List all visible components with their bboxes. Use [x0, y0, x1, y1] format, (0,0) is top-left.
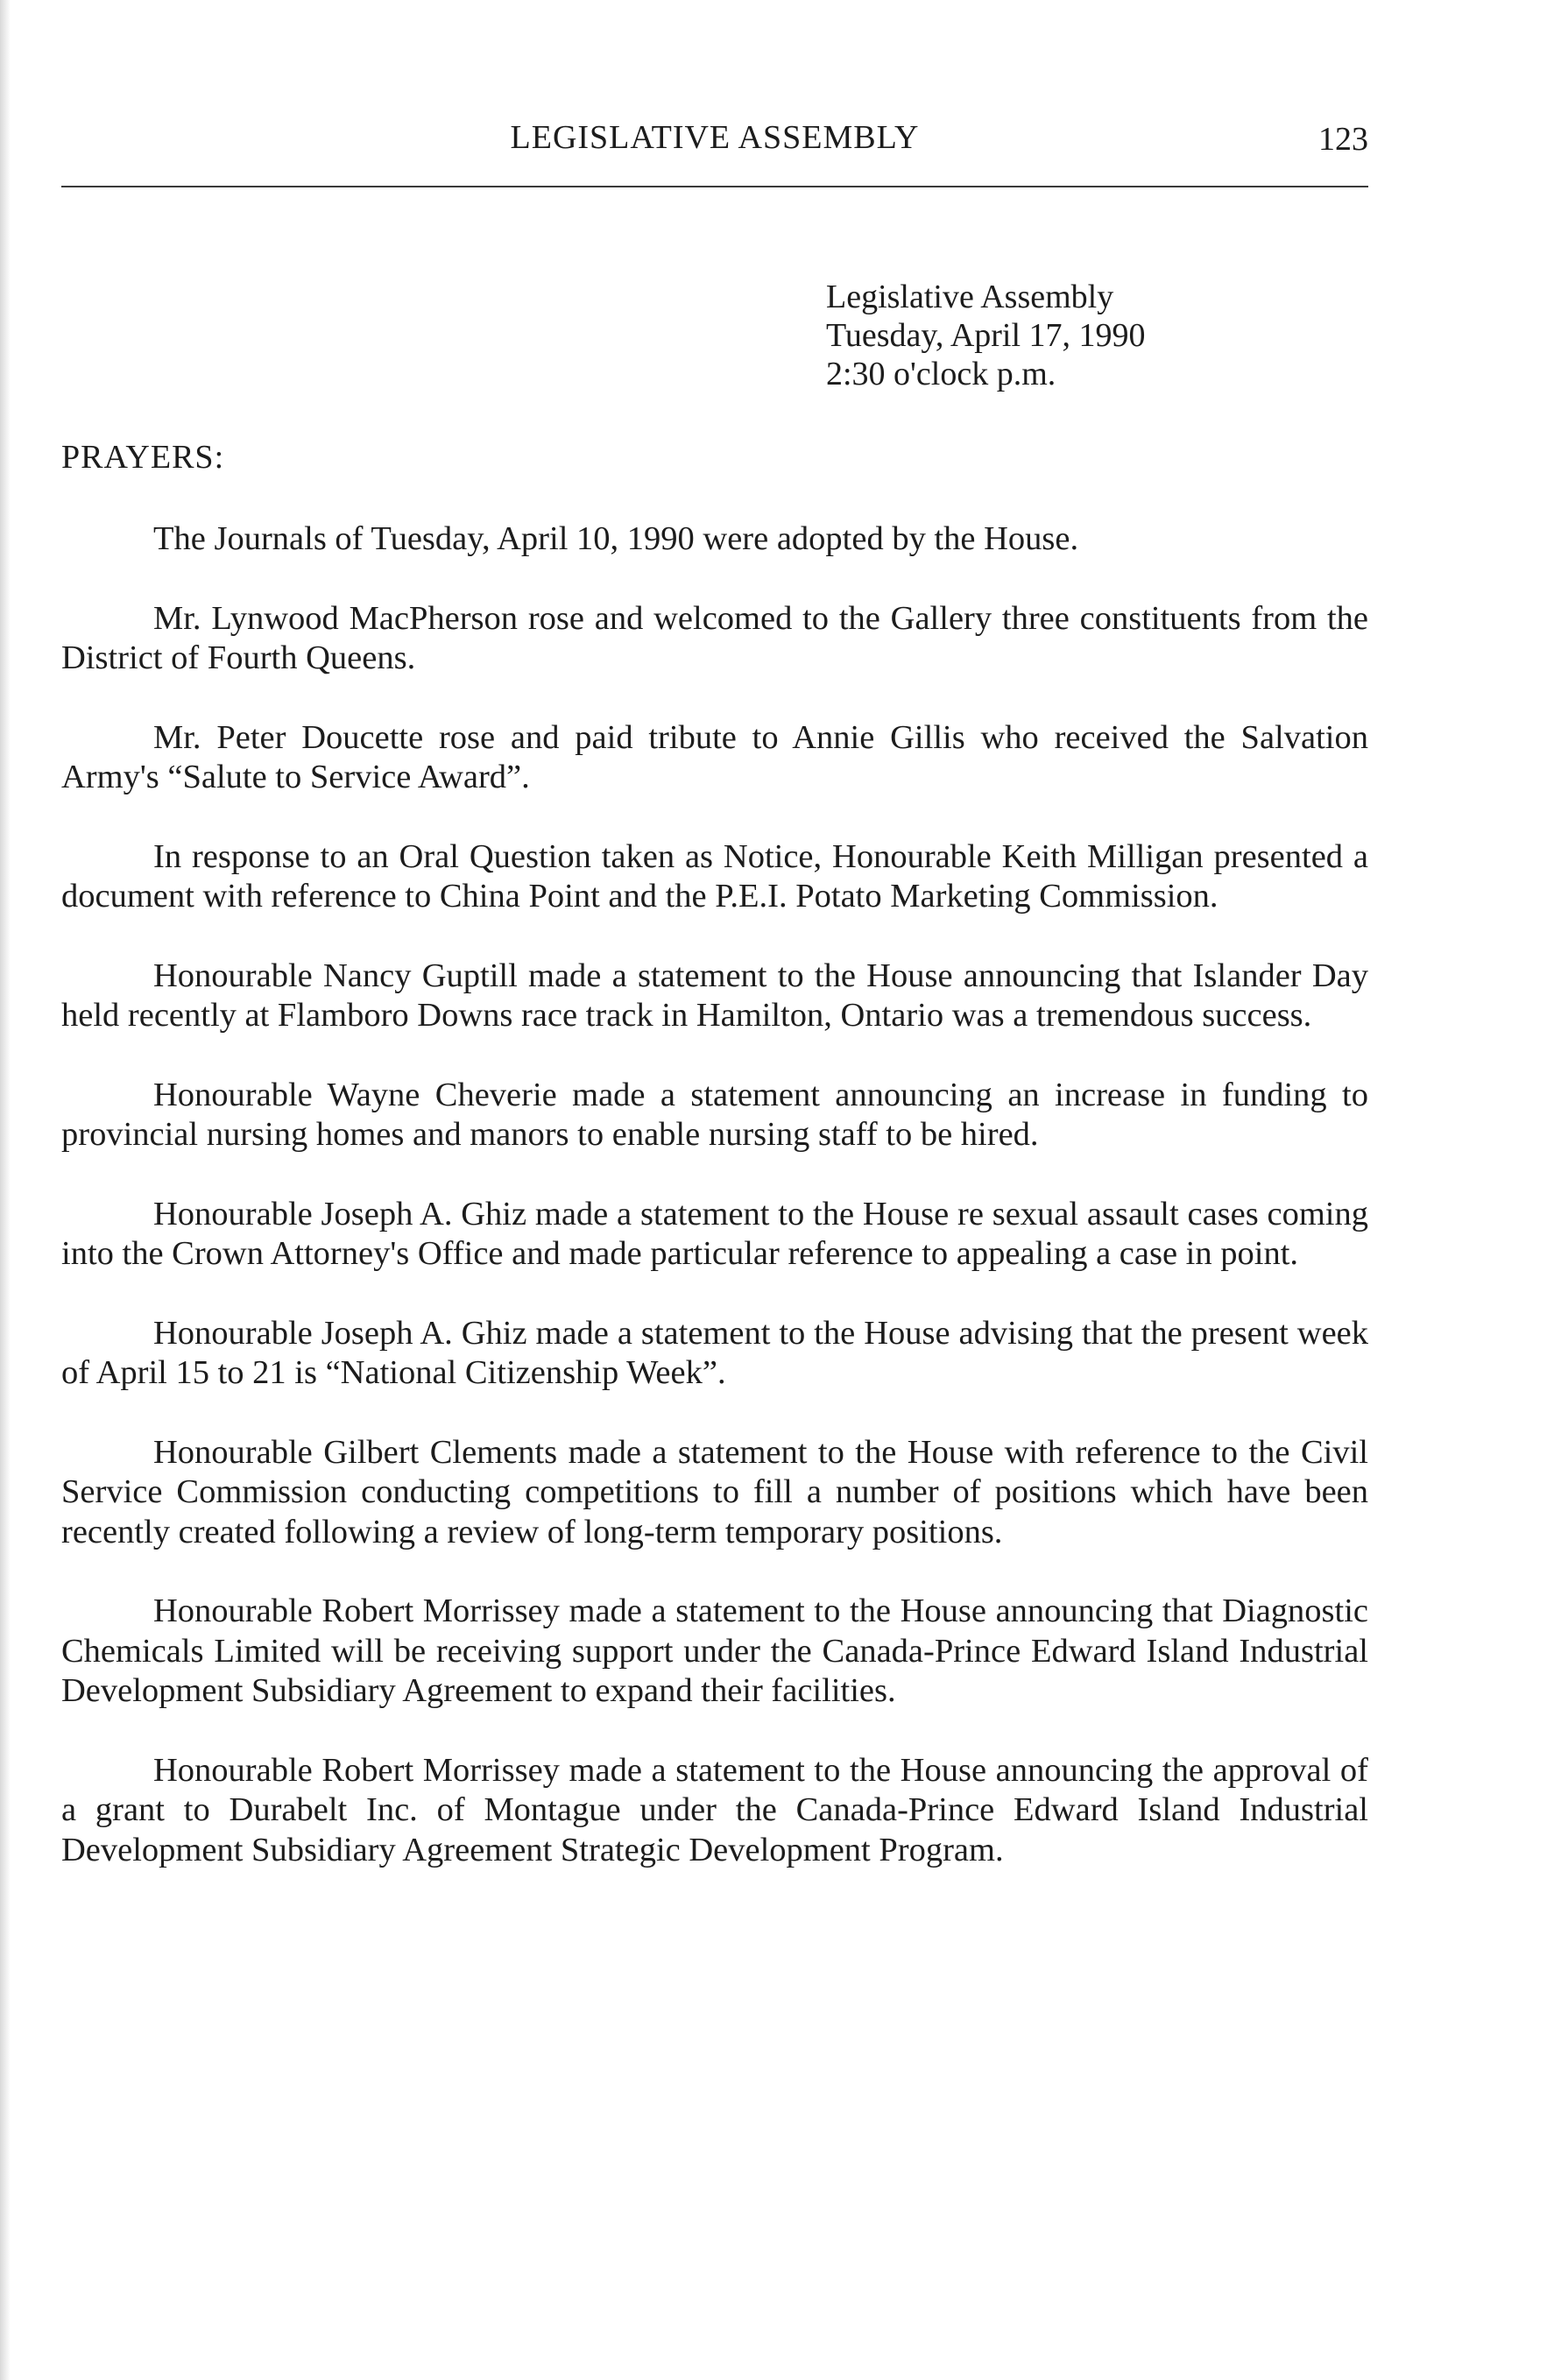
sitting-time: 2:30 o'clock p.m. — [826, 356, 1056, 392]
header-rule — [61, 186, 1368, 187]
paragraph-oral-question-response: In response to an Oral Question taken as Notice, Honourable Keith Milligan presented a document with reference to China Point and the P.E.I. Potato Marketing Commission. — [61, 837, 1368, 915]
running-header — [61, 116, 1368, 191]
scan-edge-shadow — [0, 0, 11, 2380]
paragraph-gallery-welcome: Mr. Lynwood MacPherson rose and welcomed to the Gallery three constituents from the District of Fourth Queens. — [61, 599, 1368, 676]
paragraph-durabelt-statement: Honourable Robert Morrissey made a statement to the House announcing the approval of a grant to Durabelt Inc. of Montague under the Canada-Prince Edward Island Industrial Development Subsidiary Agreement Strategic Development Program. — [61, 1751, 1368, 1868]
prayers-label: PRAYERS: — [61, 439, 225, 476]
sitting-date: Tuesday, April 17, 1990 — [826, 317, 1146, 354]
paragraph-nursing-homes-statement: Honourable Wayne Cheverie made a statement announcing an increase in funding to provincial nursing homes and manors to enable nursing staff to be hired. — [61, 1076, 1368, 1153]
paragraph-tribute: Mr. Peter Doucette rose and paid tribute to Annie Gillis who received the Salvation Army's “Salute to Service Award”. — [61, 718, 1368, 795]
sitting-info — [826, 278, 1146, 393]
paragraph-islander-day-statement: Honourable Nancy Guptill made a statement to the House announcing that Islander Day held recently at Flamboro Downs race track in Hamilton, Ontario was a tremendous success. — [61, 957, 1368, 1034]
paragraph-diagnostic-chemicals-statement: Honourable Robert Morrissey made a statement to the House announcing that Diagnostic Chemicals Limited will be receiving support under the Canada-Prince Edward Island Industrial Development Subsidiary Agreement to expand their facilities. — [61, 1593, 1368, 1709]
sitting-body: Legislative Assembly — [826, 279, 1114, 315]
paragraph-sexual-assault-statement: Honourable Joseph A. Ghiz made a statement to the House re sexual assault cases coming into the Crown Attorney's Office and made particular reference to appealing a case in point. — [61, 1195, 1368, 1272]
paragraph-citizenship-week-statement: Honourable Joseph A. Ghiz made a statement to the House advising that the present week of April 15 to 21 is “National Citizenship Week”. — [61, 1314, 1368, 1391]
paragraph-journals-adopted: The Journals of Tuesday, April 10, 1990 were adopted by the House. — [153, 520, 1079, 557]
page-number: 123 — [1318, 121, 1368, 158]
paragraph-civil-service-statement: Honourable Gilbert Clements made a statement to the House with reference to the Civil Service Commission conducting competitions to fill a number of positions which have been recently created following a review of long-term temporary positions. — [61, 1433, 1368, 1550]
proceedings-text — [61, 519, 1368, 1870]
running-title: LEGISLATIVE ASSEMBLY — [510, 119, 920, 156]
